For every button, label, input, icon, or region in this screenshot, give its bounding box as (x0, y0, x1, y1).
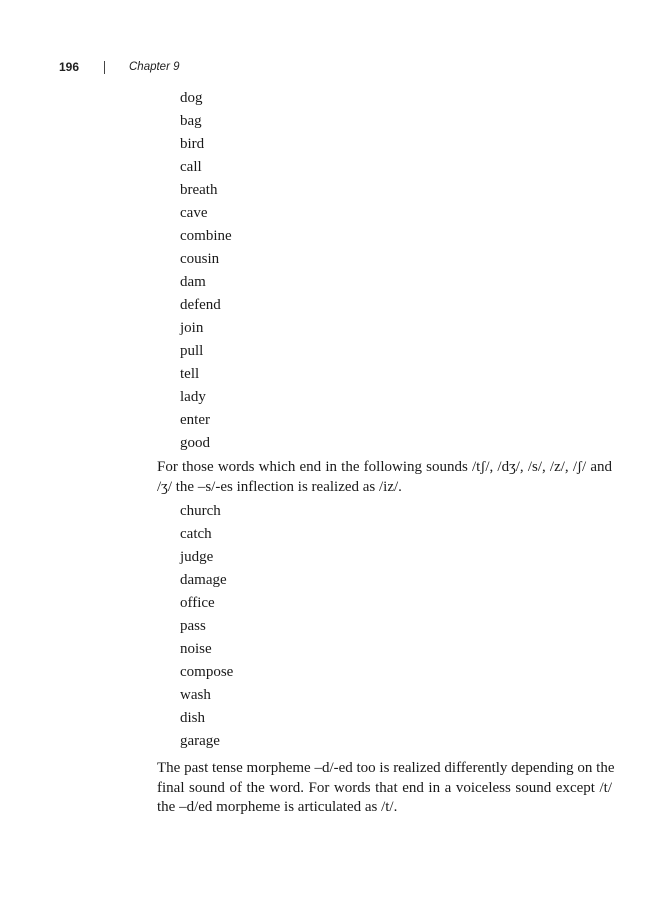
list-item: join (180, 320, 204, 336)
paragraph-line: /ʒ/ the –s/-es inflection is realized as /iz/. (157, 478, 402, 495)
list-item: judge (180, 549, 214, 565)
list-item: defend (180, 297, 221, 313)
list-item: wash (180, 687, 211, 703)
list-item: breath (180, 182, 218, 198)
list-item: office (180, 595, 215, 611)
list-item: enter (180, 412, 210, 428)
list-item: compose (180, 664, 234, 680)
list-item: combine (180, 228, 232, 244)
chapter-title: Chapter 9 (129, 61, 180, 73)
list-item: lady (180, 389, 206, 405)
list-item: cave (180, 205, 208, 221)
page-number: 196 (59, 60, 80, 74)
list-item: garage (180, 733, 220, 749)
paragraph-line: final sound of the word. For words that end in a voiceless sound except /t/ (157, 779, 612, 796)
word-list-voiced (180, 87, 232, 455)
list-item: good (180, 435, 210, 451)
word-list-sibilant (180, 500, 233, 753)
paragraph-line: the –d/ed morpheme is articulated as /t/. (157, 799, 398, 815)
list-item: damage (180, 572, 227, 588)
list-item: call (180, 159, 202, 175)
list-item: church (180, 503, 221, 519)
paragraph-sibilant-rule (157, 458, 612, 497)
paragraph-past-tense (157, 759, 615, 818)
list-item: pull (180, 343, 204, 359)
list-item: catch (180, 526, 212, 542)
header-divider (104, 61, 105, 74)
list-item: bird (180, 136, 205, 152)
list-item: noise (180, 641, 212, 657)
list-item: tell (180, 366, 200, 382)
list-item: dam (180, 274, 206, 290)
list-item: pass (180, 618, 206, 634)
list-item: bag (180, 113, 202, 129)
list-item: dog (180, 90, 203, 106)
paragraph-line: For those words which end in the following sounds /tʃ/, /dʒ/, /s/, /z/, /ʃ/ and (157, 459, 612, 475)
paragraph-line: The past tense morpheme –d/-ed too is realized differently depending on the (157, 760, 615, 776)
list-item: dish (180, 710, 206, 726)
list-item: cousin (180, 251, 220, 267)
running-header (59, 58, 180, 76)
